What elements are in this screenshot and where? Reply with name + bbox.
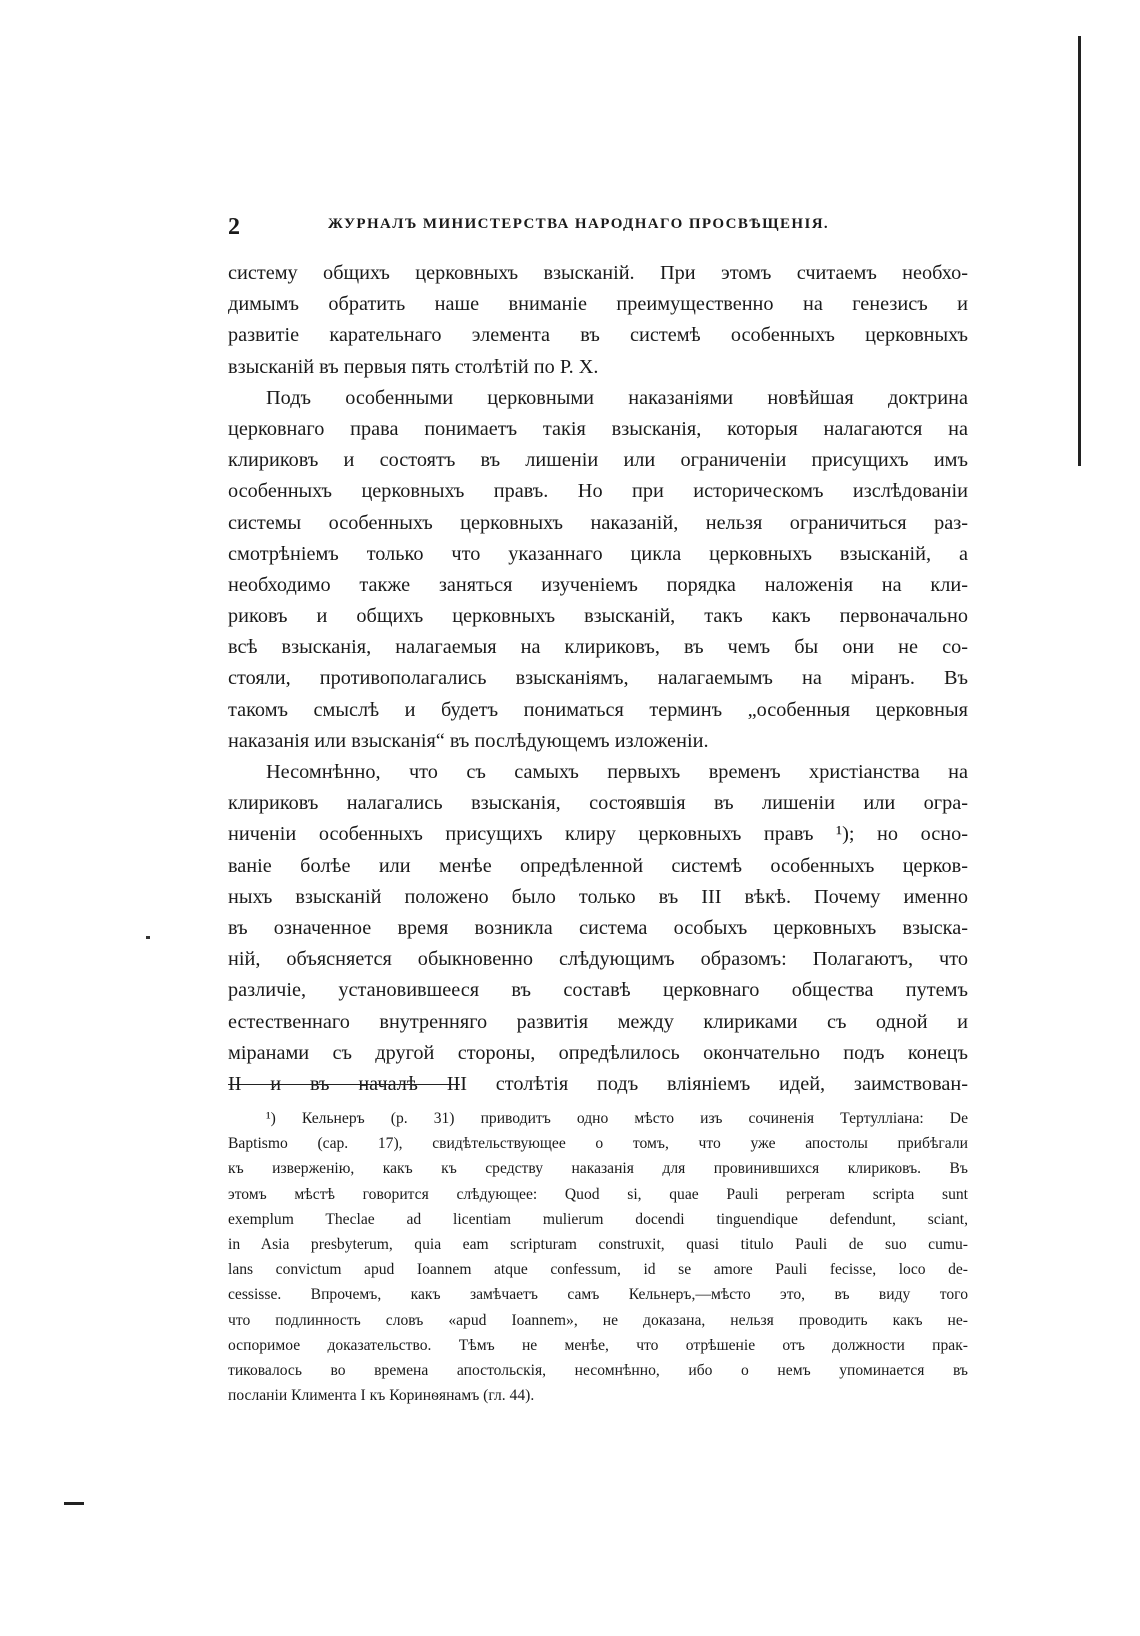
text-line: смотрѣніемъ только что указаннаго цикла церковныхъ взысканій, а [228, 542, 968, 565]
main-text [228, 258, 968, 1100]
footnote-line: тиковалось во времена апостольскія, несомнѣнно, ибо о немъ упоминается въ [228, 1361, 968, 1379]
text-line: клириковъ и состоятъ въ лишеніи или ограниченіи присущихъ имъ [228, 449, 968, 472]
footnote-divider [228, 1084, 460, 1085]
text-line: ниченіи особенныхъ присущихъ клиру церковныхъ правъ ¹); но осно- [228, 823, 968, 846]
text-line: систему общихъ церковныхъ взысканій. При этомъ считаемъ необхо- [228, 262, 968, 284]
footnote-line: lans convictum apud Ioannem atque confessum, id se amore Pauli fecisse, loco de- [228, 1261, 968, 1279]
text-line: естественнаго внутренняго развитія между клириками съ одной и [228, 1010, 968, 1033]
text-line: димымъ обратить наше вниманіе преимущественно на генезисъ и [228, 293, 968, 316]
text-line: ній, объясняется обыкновенно слѣдующимъ образомъ: Полагаютъ, что [228, 948, 968, 971]
text-line: всѣ взысканія, налагаемыя на клириковъ, въ чемъ бы они не со- [228, 636, 968, 659]
text-line: Несомнѣнно, что съ самыхъ первыхъ временъ христіанства на [266, 761, 968, 783]
text-line: ваніе болѣе или менѣе опредѣленной системѣ особенныхъ церков- [228, 854, 968, 877]
text-line: въ означенное время возникла система особыхъ церковныхъ взыска- [228, 916, 968, 939]
text-line: II и въ началѣ III столѣтія подъ вліяніемъ идей, заимствован- [228, 1072, 968, 1095]
footnote [228, 1106, 968, 1408]
footnote-line: посланіи Климента I къ Коринѳянамъ (гл. 44). [228, 1387, 535, 1405]
text-line: наказанія или взысканія“ въ послѣдующемъ изложеніи. [228, 729, 709, 752]
text-line: ныхъ взысканій положено было только въ III вѣкѣ. Почему именно [228, 885, 968, 908]
text-line: міранами съ другой стороны, опредѣлилось окончательно подъ конецъ [228, 1041, 968, 1064]
footnote-line: ¹) Кельнеръ (p. 31) приводитъ одно мѣсто изъ сочиненія Тертулліана: De [266, 1110, 968, 1127]
text-line: особенныхъ церковныхъ правъ. Но при историческомъ изслѣдованіи [228, 480, 968, 503]
scan-speck [146, 936, 150, 939]
footnote-line: этомъ мѣстѣ говорится слѣдующее: Quod si, quae Pauli perperam scripta sunt [228, 1185, 968, 1203]
text-line: развитіе карательнаго элемента въ системѣ особенныхъ церковныхъ [228, 324, 968, 347]
text-line: стояли, противополагались взысканіямъ, налагаемымъ на міранъ. Въ [228, 667, 968, 690]
footnote-line: что подлинность словъ «apud Ioannem», не доказана, нельзя проводить какъ не- [228, 1311, 968, 1329]
footnote-line: оспоримое доказательство. Тѣмъ не менѣе, что отрѣшеніе отъ должности прак- [228, 1336, 968, 1354]
text-line: различіе, установившееся въ составѣ церковнаго общества путемъ [228, 979, 968, 1002]
footnote-line: exemplum Theclae ad licentiam mulierum docendi tinguendique defendunt, sciant, [228, 1210, 968, 1228]
footnote-line: Baptismo (cap. 17), свидѣтельствующее о томъ, что уже апостолы прибѣгали [228, 1135, 968, 1153]
text-line: такомъ смыслѣ и будетъ пониматься терминъ „особенныя церковныя [228, 698, 968, 721]
text-line: системы особенныхъ церковныхъ наказаній, нельзя ограничиться раз- [228, 511, 968, 534]
text-line: клириковъ налагались взысканія, состоявшія въ лишеніи или огра- [228, 792, 968, 815]
text-line: взысканій въ первыя пять столѣтій по Р. Х. [228, 355, 599, 378]
text-line: Подъ особенными церковными наказаніями новѣйшая доктрина [266, 386, 968, 409]
scan-edge-line [1078, 36, 1081, 466]
page-number: 2 [228, 214, 240, 240]
scan-speck [64, 1502, 84, 1505]
running-head: ЖУРНАЛЪ МИНИСТЕРСТВА НАРОДНАГО ПРОСВѢЩЕНІЯ. [328, 216, 830, 232]
footnote-line: къ изверженію, какъ къ средству наказанія для провинившихся клириковъ. Въ [228, 1160, 968, 1178]
footnote-line: in Asia presbyterum, quia eam scripturam construxit, quasi titulo Pauli de suo cumu- [228, 1235, 968, 1253]
footnote-line: cessisse. Впрочемъ, какъ замѣчаетъ самъ Кельнеръ,—мѣсто это, въ виду того [228, 1286, 968, 1304]
text-line: церковнаго права понимаетъ такія взысканія, которыя налагаются на [228, 417, 968, 440]
text-line: необходимо также заняться изученіемъ порядка наложенія на кли- [228, 573, 968, 596]
text-line: риковъ и общихъ церковныхъ взысканій, такъ какъ первоначально [228, 605, 968, 628]
